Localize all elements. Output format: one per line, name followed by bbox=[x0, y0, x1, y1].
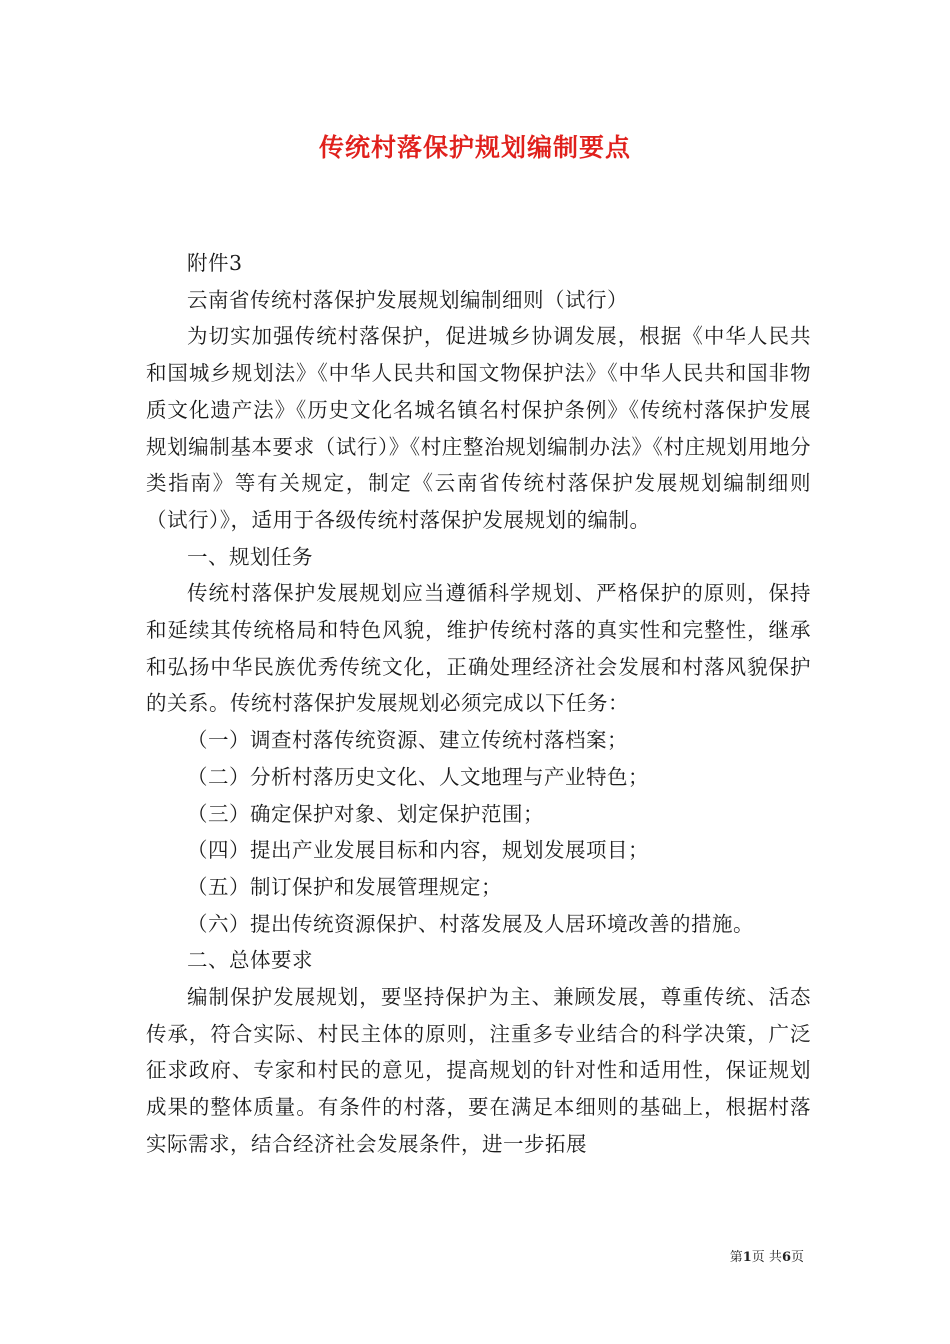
footer-middle: 页 共 bbox=[751, 1250, 782, 1265]
section-heading-2: 二、总体要求 bbox=[187, 948, 313, 973]
task-item-2: （二）分析村落历史文化、人文地理与产业特色； bbox=[187, 764, 649, 789]
intro-paragraph: 为切实加强传统村落保护，促进城乡协调发展，根据《中华人民共和国城乡规划法》《中华人民共和国文物保护法》《中华人民共和国非物质文化遗产法》《历史文化名城名镇名村保护条例》《传统村落保护发展规划编制基本要求（试行）》《村庄整治规划编制办法》《村庄规划用地分类指南》等有关规定，制定《云南省传统村落保护发展规划编制细则（试行）》，适用于各级传统村落保护发展规划的编制。 bbox=[146, 324, 811, 532]
footer-prefix: 第 bbox=[729, 1250, 743, 1265]
document-body bbox=[146, 245, 811, 1163]
task-item-1: （一）调查村落传统资源、建立传统村落档案； bbox=[187, 728, 628, 753]
page-footer bbox=[730, 1246, 804, 1265]
attachment-label: 附件3 bbox=[187, 251, 243, 275]
footer-suffix: 页 bbox=[790, 1250, 804, 1265]
task-item-5: （五）制订保护和发展管理规定； bbox=[187, 874, 502, 899]
section-heading-1: 一、规划任务 bbox=[187, 544, 313, 569]
section-1-paragraph: 传统村落保护发展规划应当遵循科学规划、严格保护的原则，保持和延续其传统格局和特色风貌，维护传统村落的真实性和完整性，继承和弘扬中华民族优秀传统文化，正确处理经济社会发展和村落风貌保护的关系。传统村落保护发展规划必须完成以下任务： bbox=[146, 581, 811, 716]
task-item-3: （三）确定保护对象、划定保护范围； bbox=[187, 801, 544, 826]
document-title: 传统村落保护规划编制要点 bbox=[318, 133, 631, 162]
footer-page-number: 1 bbox=[742, 1250, 752, 1265]
footer-total-pages: 6 bbox=[781, 1250, 791, 1265]
subtitle-paragraph: 云南省传统村落保护发展规划编制细则（试行） bbox=[187, 287, 628, 312]
task-item-4: （四）提出产业发展目标和内容，规划发展项目； bbox=[187, 838, 649, 863]
section-2-paragraph: 编制保护发展规划，要坚持保护为主、兼顾发展，尊重传统、活态传承，符合实际、村民主体的原则，注重多专业结合的科学决策，广泛征求政府、专家和村民的意见，提高规划的针对性和适用性，保证规划成果的整体质量。有条件的村落，要在满足本细则的基础上，根据村落实际需求，结合经济社会发展条件，进一步拓展 bbox=[146, 985, 811, 1156]
task-item-6: （六）提出传统资源保护、村落发展及人居环境改善的措施。 bbox=[187, 911, 754, 936]
